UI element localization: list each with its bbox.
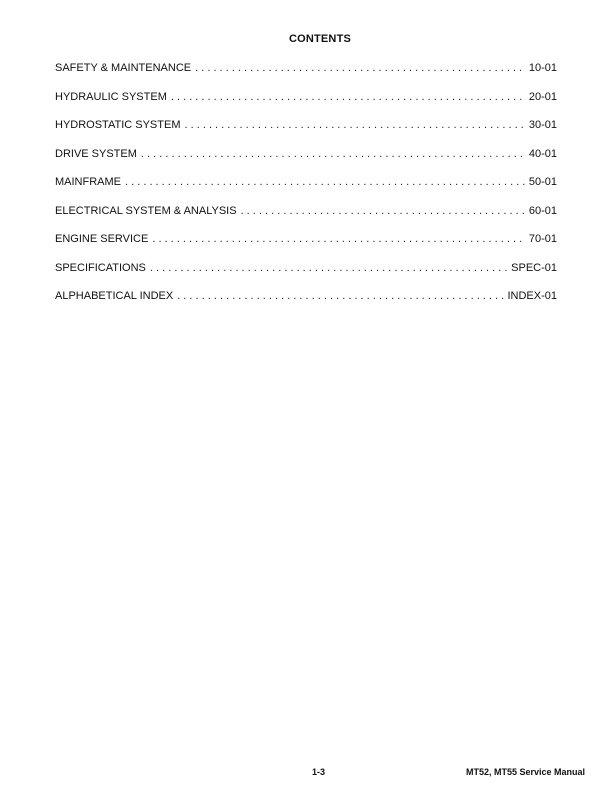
toc-entry-title: SPECIFICATIONS bbox=[55, 261, 146, 274]
toc-entry-page: 20-01 bbox=[528, 90, 557, 103]
toc-dot-leader bbox=[141, 147, 526, 161]
toc-entry-page: 70-01 bbox=[528, 233, 557, 245]
toc-entry-title: ALPHABETICAL INDEX bbox=[55, 290, 174, 302]
toc-entry-page: 10-01 bbox=[528, 62, 557, 74]
toc-entry-page: 50-01 bbox=[528, 176, 557, 188]
toc-entry-engine-service[interactable] bbox=[55, 232, 557, 246]
toc-dot-leader bbox=[177, 289, 504, 303]
toc-entry-title: DRIVE SYSTEM bbox=[55, 147, 137, 160]
toc-entry-mainframe[interactable] bbox=[55, 175, 557, 189]
toc-entry-safety-maintenance[interactable] bbox=[55, 61, 557, 75]
toc-entry-page: INDEX-01 bbox=[507, 290, 557, 302]
footer-page-number: 1-3 bbox=[312, 767, 326, 777]
toc-entry-page: SPEC-01 bbox=[511, 261, 557, 274]
toc-entry-electrical-system-analysis[interactable] bbox=[55, 204, 557, 218]
toc-dot-leader bbox=[195, 61, 526, 75]
toc-entry-title: MAINFRAME bbox=[55, 176, 121, 188]
toc-entry-title: ENGINE SERVICE bbox=[55, 233, 149, 245]
page-title: CONTENTS bbox=[288, 33, 352, 45]
toc-entry-drive-system[interactable] bbox=[55, 147, 557, 161]
toc-entry-hydraulic-system[interactable] bbox=[55, 90, 557, 104]
toc-dot-leader bbox=[150, 261, 508, 275]
toc-entry-hydrostatic-system[interactable] bbox=[55, 118, 557, 132]
toc-entry-page: 60-01 bbox=[528, 204, 557, 217]
toc-dot-leader bbox=[185, 118, 526, 132]
toc-dot-leader bbox=[152, 232, 526, 246]
toc-entry-page: 30-01 bbox=[528, 119, 557, 131]
toc-entry-page: 40-01 bbox=[528, 147, 557, 160]
toc-dot-leader bbox=[125, 175, 526, 189]
footer-manual-title: MT52, MT55 Service Manual bbox=[465, 767, 585, 777]
toc-entry-title: HYDRAULIC SYSTEM bbox=[55, 90, 167, 103]
toc-entry-title: HYDROSTATIC SYSTEM bbox=[55, 119, 181, 131]
table-of-contents bbox=[55, 61, 557, 318]
toc-dot-leader bbox=[241, 204, 526, 218]
toc-entry-title: ELECTRICAL SYSTEM & ANALYSIS bbox=[55, 204, 237, 217]
toc-dot-leader bbox=[171, 90, 526, 104]
toc-entry-title: SAFETY & MAINTENANCE bbox=[55, 62, 192, 74]
toc-entry-specifications[interactable] bbox=[55, 261, 557, 275]
toc-entry-alphabetical-index[interactable] bbox=[55, 289, 557, 303]
